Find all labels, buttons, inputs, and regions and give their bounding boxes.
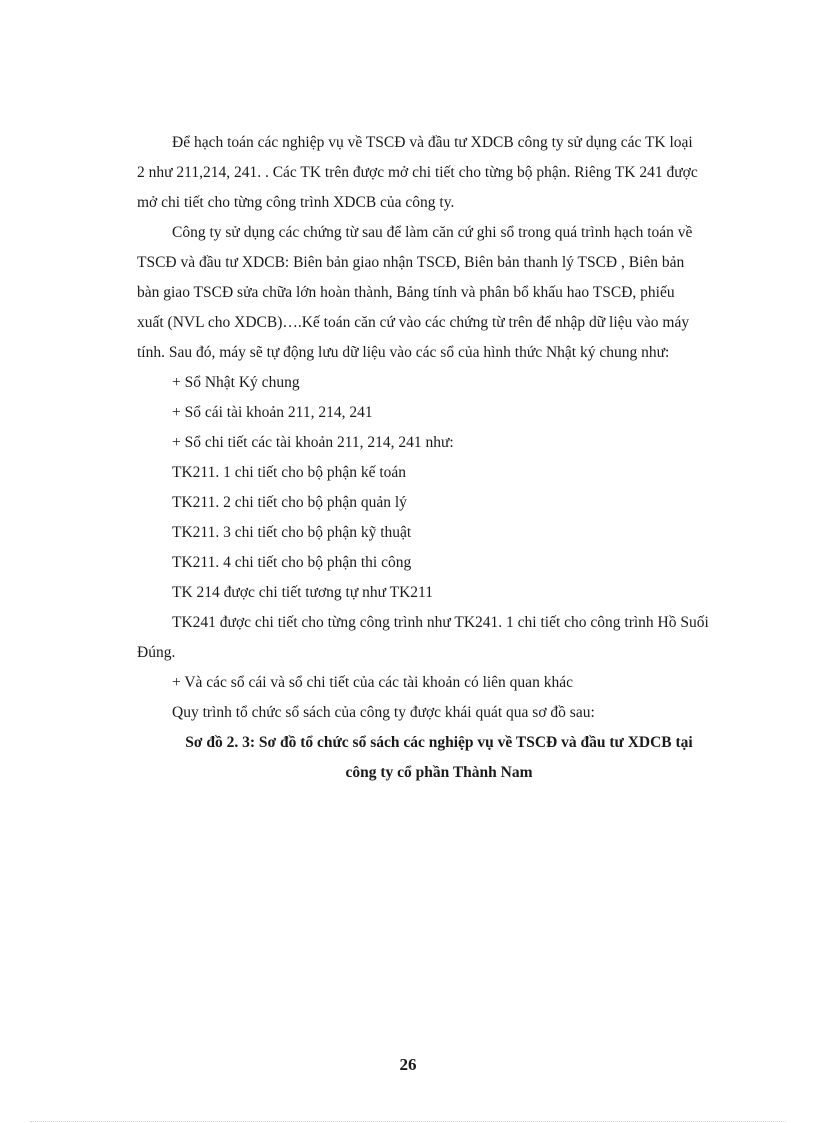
paragraph-2-line-2: TSCĐ và đầu tư XDCB: Biên bản giao nhận TSCĐ, Biên bản thanh lý TSCĐ , Biên bản [137, 254, 685, 271]
diagram-caption-line-2: công ty cổ phần Thành Nam [345, 764, 533, 781]
list-item: TK211. 2 chi tiết cho bộ phận quản lý [172, 494, 407, 511]
paragraph-2-line-4: xuất (NVL cho XDCB)….Kế toán căn cứ vào các chứng từ trên để nhập dữ liệu vào máy [137, 314, 690, 331]
list-item: TK211. 4 chi tiết cho bộ phận thi công [172, 554, 412, 571]
list-item: TK 214 được chi tiết tương tự như TK211 [172, 584, 433, 601]
paragraph-5: Quy trình tổ chức sổ sách của công ty được khái quát qua sơ đồ sau: [172, 704, 595, 721]
list-item: + Sổ Nhật Ký chung [172, 374, 300, 391]
paragraph-2-line-3: bàn giao TSCĐ sửa chữa lớn hoàn thành, Bảng tính và phân bổ khấu hao TSCĐ, phiếu [137, 284, 675, 301]
diagram-caption-line-1: Sơ đồ 2. 3: Sơ đồ tổ chức sổ sách các nghiệp vụ về TSCĐ và đầu tư XDCB tại [185, 734, 693, 751]
list-item: + Sổ cái tài khoản 211, 214, 241 [172, 404, 373, 421]
paragraph-2-line-5: tính. Sau đó, máy sẽ tự động lưu dữ liệu vào các sổ của hình thức Nhật ký chung như: [137, 344, 670, 361]
list-item: + Sổ chi tiết các tài khoản 211, 214, 241 như: [172, 434, 454, 451]
page-number: 26 [399, 1055, 417, 1074]
paragraph-1-line-1: Để hạch toán các nghiệp vụ về TSCĐ và đầu tư XDCB công ty sử dụng các TK loại [172, 134, 693, 151]
paragraph-3-line-2: Đúng. [137, 644, 176, 661]
paragraph-3-line-1: TK241 được chi tiết cho từng công trình như TK241. 1 chi tiết cho công trình Hồ Suối [172, 614, 709, 631]
list-item: TK211. 1 chi tiết cho bộ phận kế toán [172, 464, 407, 481]
paragraph-1-line-2: 2 như 211,214, 241. . Các TK trên được mở chi tiết cho từng bộ phận. Riêng TK 241 được [137, 164, 698, 181]
paragraph-4: + Và các sổ cái và sổ chi tiết của các tài khoản có liên quan khác [172, 674, 573, 691]
list-item: TK211. 3 chi tiết cho bộ phận kỹ thuật [172, 524, 412, 541]
footer-divider [30, 1121, 786, 1122]
paragraph-2-line-1: Công ty sử dụng các chứng từ sau để làm căn cứ ghi sổ trong quá trình hạch toán về [172, 224, 693, 241]
paragraph-1-line-3: mở chi tiết cho từng công trình XDCB của công ty. [137, 194, 455, 211]
